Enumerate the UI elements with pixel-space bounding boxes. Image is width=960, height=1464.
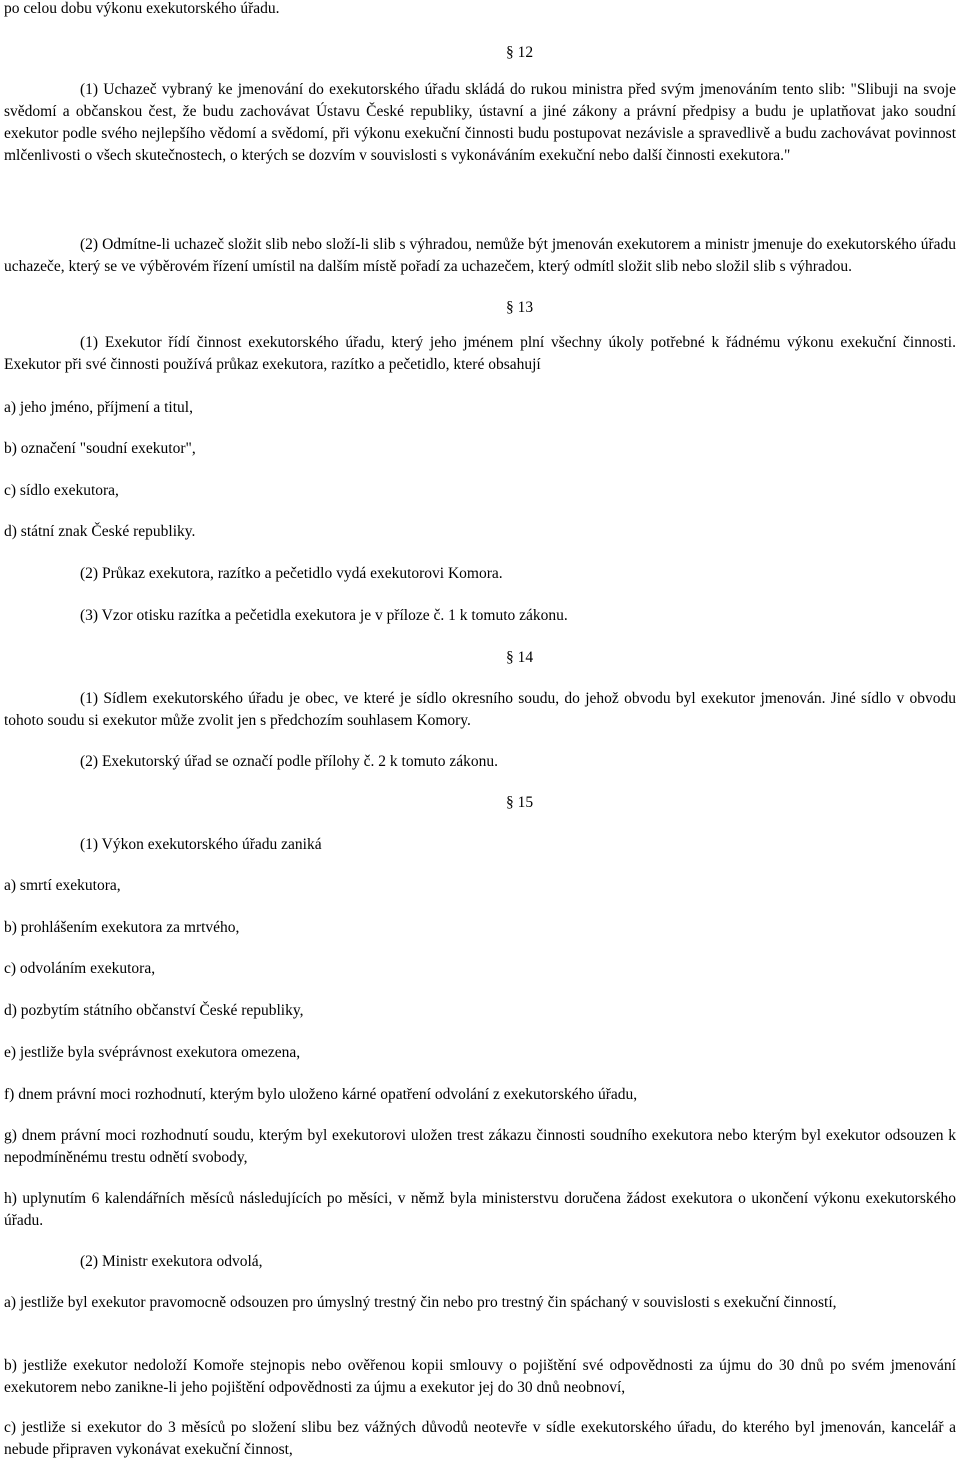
list-item: b) jestliže exekutor nedoloží Komoře stejnopis nebo ověřenou kopii smlouvy o pojištění své odpovědnosti za újmu do 30 dnů po svém jmenování exekutorem nebo zanikne-li jeho pojištění odpovědnosti za újmu a exekutor jej do 30 dnů neobnoví, bbox=[4, 1357, 956, 1396]
section-15-paragraph-1: (1) Výkon exekutorského úřadu zaniká bbox=[80, 836, 322, 853]
list-item: d) státní znak České republiky. bbox=[4, 523, 196, 540]
section-15-paragraph-2: (2) Ministr exekutora odvolá, bbox=[80, 1253, 263, 1270]
list-item: h) uplynutím 6 kalendářních měsíců následujících po měsíci, v němž byla ministerstvu doručena žádost exekutora o ukončení výkonu exekutorského úřadu. bbox=[4, 1190, 956, 1229]
section-13-paragraph-2: (2) Průkaz exekutora, razítko a pečetidlo vydá exekutorovi Komora. bbox=[80, 565, 503, 582]
list-item: b) označení "soudní exekutor", bbox=[4, 440, 196, 457]
list-item: c) sídlo exekutora, bbox=[4, 482, 119, 499]
list-item: d) pozbytím státního občanství České republiky, bbox=[4, 1002, 304, 1019]
section-14-heading: § 14 bbox=[506, 649, 534, 666]
section-14-paragraph-1: (1) Sídlem exekutorského úřadu je obec, ve které je sídlo okresního soudu, do jehož obvodu byl exekutor jmenován. Jiné sídlo v obvodu tohoto soudu si exekutor může zvolit jen s předchozím souhlasem Komory. bbox=[4, 690, 956, 729]
intro-line: po celou dobu výkonu exekutorského úřadu. bbox=[4, 0, 280, 17]
list-item: a) jeho jméno, příjmení a titul, bbox=[4, 399, 193, 416]
section-12-paragraph-2: (2) Odmítne-li uchazeč složit slib nebo složí-li slib s výhradou, nemůže být jmenován exekutorem a ministr jmenuje do exekutorského úřadu uchazeče, který se ve výběrovém řízení umístil na dalším místě pořadí za uchazečem, který odmítl složit slib nebo složil slib s výhradou. bbox=[4, 236, 956, 275]
section-13-paragraph-1: (1) Exekutor řídí činnost exekutorského úřadu, který jeho jménem plní všechny úkoly potřebné k řádnému výkonu exekuční činnosti. Exekutor při své činnosti používá průkaz exekutora, razítko a pečetidlo, které obsahují bbox=[4, 334, 956, 373]
list-item: c) jestliže si exekutor do 3 měsíců po složení slibu bez vážných důvodů neotevře v sídle exekutorského úřadu, do kterého byl jmenován, kancelář a nebude připraven vykonávat exekuční činnost, bbox=[4, 1419, 956, 1458]
list-item: f) dnem právní moci rozhodnutí, kterým bylo uloženo kárné opatření odvolání z exekutorského úřadu, bbox=[4, 1086, 638, 1103]
section-12-paragraph-1: (1) Uchazeč vybraný ke jmenování do exekutorského úřadu skládá do rukou ministra před svým jmenováním tento slib: "Slibuji na svoje svědomí a občanskou čest, že budu zachovávat Ústavu České republiky, ústavní a jiné zákony a právní předpisy a budu je uplatňovat jako soudní exekutor podle svého nejlepšího vědomí a svědomí, při výkonu exekuční činnosti budu postupovat nezávisle a spravedlivě a budu zachovávat povinnost mlčenlivosti o všech skutečnostech, o kterých se dozvím v souvislosti s vykonáváním exekuční nebo další činnosti exekutora." bbox=[4, 81, 956, 164]
list-item: b) prohlášením exekutora za mrtvého, bbox=[4, 919, 240, 936]
section-12-heading: § 12 bbox=[506, 44, 534, 61]
section-13-paragraph-3: (3) Vzor otisku razítka a pečetidla exekutora je v příloze č. 1 k tomuto zákonu. bbox=[80, 607, 568, 624]
list-item: a) smrtí exekutora, bbox=[4, 877, 121, 894]
list-item: g) dnem právní moci rozhodnutí soudu, kterým byl exekutorovi uložen trest zákazu činnosti soudního exekutora nebo kterým byl exekutor odsouzen k nepodmíněnému trestu odnětí svobody, bbox=[4, 1127, 956, 1166]
section-14-paragraph-2: (2) Exekutorský úřad se označí podle přílohy č. 2 k tomuto zákonu. bbox=[80, 753, 498, 770]
section-13-heading: § 13 bbox=[506, 299, 534, 316]
section-15-heading: § 15 bbox=[506, 794, 534, 811]
list-item: a) jestliže byl exekutor pravomocně odsouzen pro úmyslný trestný čin nebo pro trestný čin spáchaný v souvislosti s exekuční činností, bbox=[4, 1294, 837, 1311]
list-item: c) odvoláním exekutora, bbox=[4, 960, 156, 977]
list-item: e) jestliže byla svéprávnost exekutora omezena, bbox=[4, 1044, 301, 1061]
